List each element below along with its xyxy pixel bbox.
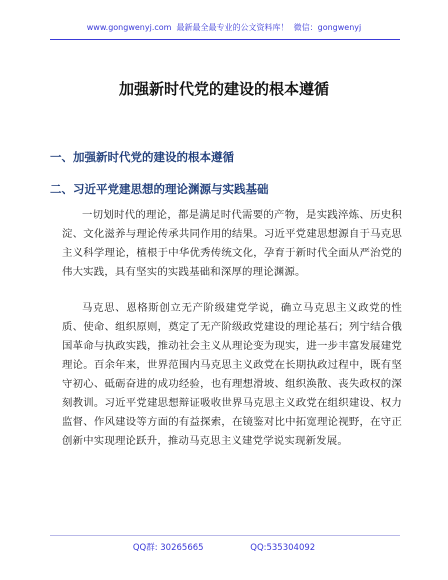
footer-qq-group: QQ群: 30265665 <box>132 543 204 553</box>
body-paragraph: 马克思、恩格斯创立无产阶级建党学说，确立马克思主义政党的性质、使命、组织原则，奠定了无产阶级政党建设的理论基石；列宁结合俄国革命与执政实践，推动社会主义从理论变为现实，进一步丰富发展建党理论。百余年来，世界范围内马克思主义政党在长期执政过程中，既有坚守初心、砥砺奋进的成功经验，也有理想滑坡、组织涣散、丧失政权的深刻教训。习近平党建思想辩证吸收世界马克思主义政党在组织建设、权力监督、作风建设等方面的有益探索，在镜鉴对比中拓宽理论视野，在守正创新中实现理论跃升，推动马克思主义建党学说实现新发展。 <box>62 302 402 447</box>
footer-qq: QQ:535304092 <box>250 543 316 553</box>
body-paragraph: 一切划时代的理论，都是满足时代需要的产物，是实践淬炼、历史积淀、文化滋养与理论传承共同作用的结果。习近平党建思想源自于马克思主义科学理论，植根于中华优秀传统文化，孕育于新时代全面从严治党的伟大实践，具有坚实的实践基础和深厚的理论渊源。 <box>62 209 402 278</box>
page-footer <box>0 541 448 553</box>
document-title: 加强新时代党的建设的根本遵循 <box>118 80 329 98</box>
header-divider <box>50 39 400 40</box>
section-heading-1: 一、加强新时代党的建设的根本遵循 <box>50 150 234 164</box>
page-header-links: www.gongwenyj.com 最新最全最专业的公文资料库！ 微信：gongwenyj <box>86 23 362 32</box>
footer-divider <box>50 535 400 536</box>
section-heading-2: 二、习近平党建思想的理论渊源与实践基础 <box>50 182 269 196</box>
